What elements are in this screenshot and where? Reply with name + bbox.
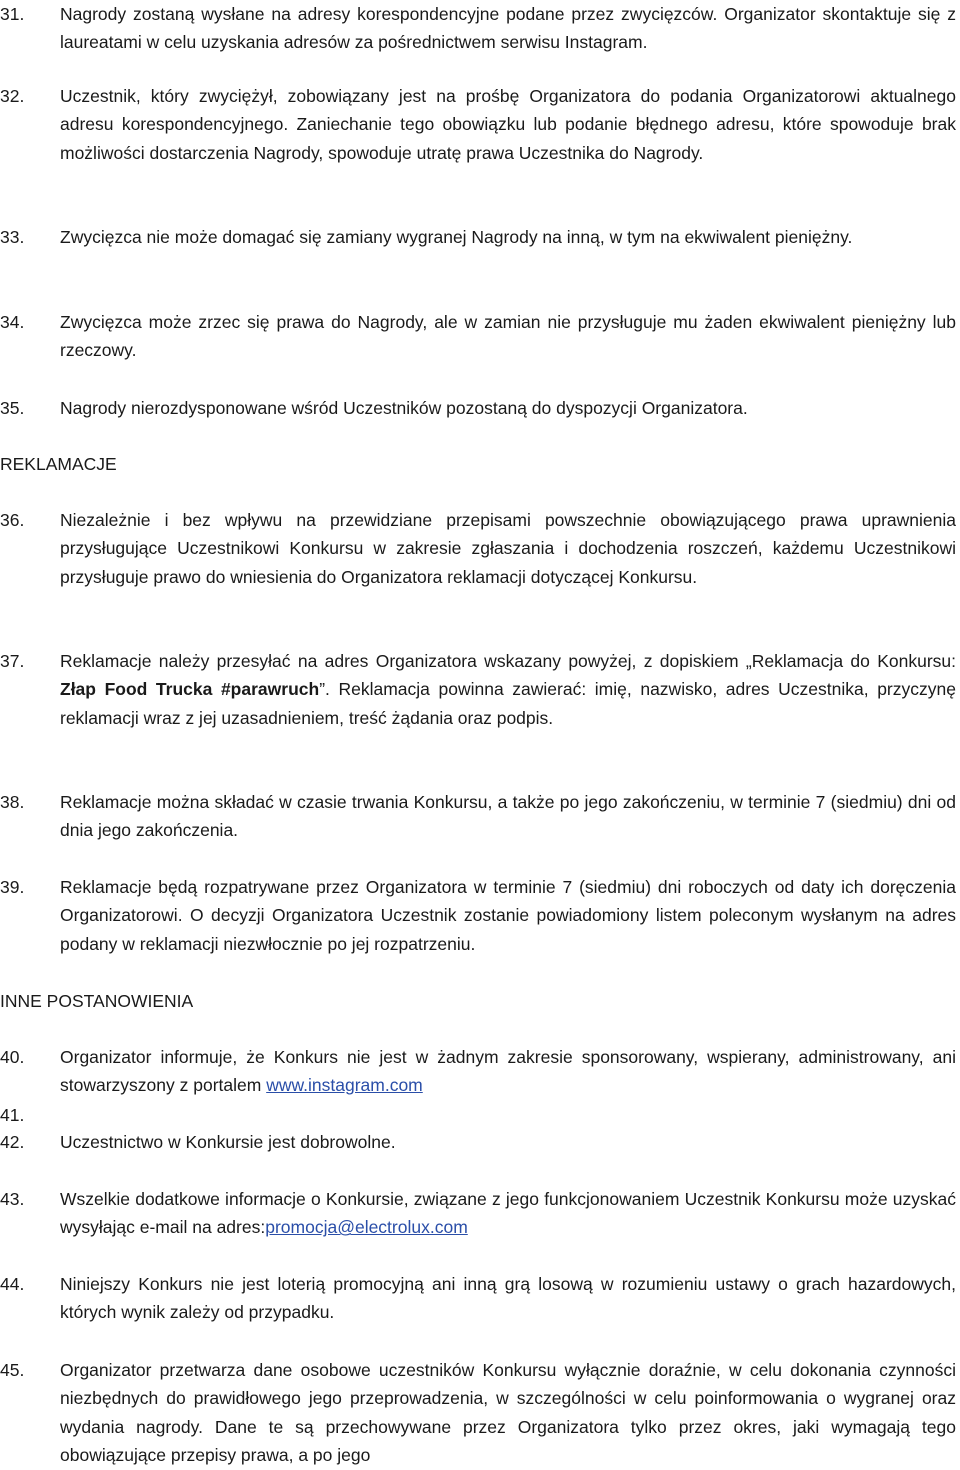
clause-number: 31. xyxy=(0,4,25,24)
clause-text: Niezależnie i bez wpływu na przewidziane przepisami powszechnie obowiązującego prawa uprawnienia przysługujące Uczestnikowi Konkursu w zakresie zgłaszania i dochodzenia roszczeń, każdemu Uczestnikowi przysługuje prawo do wniesienia do Organizatora reklamacji dotyczącej Konkursu. xyxy=(60,510,956,587)
clause-text: Niniejszy Konkurs nie jest loterią promocyjną ani inną grą losową w rozumieniu ustawy o grach hazardowych, których wynik zależy od przypadku. xyxy=(60,1274,956,1323)
clause-number: 43. xyxy=(0,1189,25,1209)
clause-text-after: ”. Reklamacja powinna zawierać: imię, nazwisko, adres Uczestnika, przyczynę reklamacji wraz z jej uzasadnieniem, treść żądania oraz podpis. xyxy=(60,679,956,728)
section-heading-reklamacje xyxy=(0,450,960,478)
clause-text-main: Wszelkie dodatkowe informacje o Konkursie, związane z jego funkcjonowaniem Uczestnik Konkursu może uzyskać wysyłając e-mail na adres: xyxy=(60,1189,956,1238)
clause-text: Reklamacje można składać w czasie trwania Konkursu, a także po jego zakończeniu, w terminie 7 (siedmiu) dni od dnia jego zakończenia. xyxy=(60,792,956,841)
clause-text: Uczestnik, który zwyciężył, zobowiązany jest na prośbę Organizatora do podania Organizatorowi aktualnego adresu korespondencyjnego. Zaniechanie tego obowiązku lub podanie błędnego adresu, które spowoduje brak możliwości dostarczenia Nagrody, spowoduje utratę prawa Uczestnika do Nagrody. xyxy=(60,86,956,163)
clause-text-before: Reklamacje należy przesyłać na adres Organizatora wskazany powyżej, z dopiskiem „Reklamacja do Konkursu: xyxy=(60,651,956,671)
clause-text-main: Organizator informuje, że Konkurs nie jest w żadnym zakresie sponsorowany, wspierany, administrowany, ani stowarzyszony z portalem xyxy=(60,1047,956,1096)
clause-number: 36. xyxy=(0,510,25,530)
clause-text xyxy=(60,1185,956,1242)
clause-number: 37. xyxy=(0,651,25,671)
clause-number: 33. xyxy=(0,227,25,247)
section-heading-text: INNE POSTANOWIENIA xyxy=(0,991,194,1011)
clause-number: 32. xyxy=(0,86,25,106)
clause-text xyxy=(60,1043,956,1100)
clause-number: 39. xyxy=(0,877,25,897)
email-link[interactable]: promocja@electrolux.com xyxy=(265,1217,468,1238)
section-heading-inne-postanowienia xyxy=(0,987,960,1015)
clause-number: 45. xyxy=(0,1360,25,1380)
clause-number: 38. xyxy=(0,792,25,812)
clause-number: 34. xyxy=(0,312,25,332)
clause-text: Zwycięzca nie może domagać się zamiany wygranej Nagrody na inną, w tym na ekwiwalent pieniężny. xyxy=(60,227,853,247)
clause-number: 41. xyxy=(0,1105,25,1125)
contest-name: Złap Food Trucka #parawruch xyxy=(60,679,320,700)
section-heading-text: REKLAMACJE xyxy=(0,454,117,474)
clause-text: Reklamacje będą rozpatrywane przez Organizatora w terminie 7 (siedmiu) dni roboczych od daty ich doręczenia Organizatorowi. O decyzji Organizatora Uczestnik zostanie powiadomiony listem poleconym wysłanym na adres podany w reklamacji niezwłocznie po jej rozpatrzeniu. xyxy=(60,877,956,954)
clause-number: 42. xyxy=(0,1132,25,1152)
clause-text: Nagrody nierozdysponowane wśród Uczestników pozostaną do dyspozycji Organizatora. xyxy=(60,398,748,418)
clause-text: Zwycięzca może zrzec się prawa do Nagrody, ale w zamian nie przysługuje mu żaden ekwiwalent pieniężny lub rzeczowy. xyxy=(60,312,956,361)
clause-number: 35. xyxy=(0,398,25,418)
clause-number: 40. xyxy=(0,1047,25,1067)
clause-text: Organizator przetwarza dane osobowe uczestników Konkursu wyłącznie doraźnie, w celu dokonania czynności niezbędnych do prawidłowego jego przeprowadzenia, w szczególności w celu poinformowania o wygranej oraz wydania nagrody. Dane te są przechowywane przez Organizatora tylko przez okres, jaki wymagają tego obowiązujące przepisy prawa, a po jego xyxy=(60,1360,956,1466)
instagram-link[interactable]: www.instagram.com xyxy=(266,1075,423,1096)
clause-text: Uczestnictwo w Konkursie jest dobrowolne. xyxy=(60,1132,396,1152)
clause-number: 44. xyxy=(0,1274,25,1294)
clause-text xyxy=(60,647,956,732)
clause-text: Nagrody zostaną wysłane na adresy korespondencyjne podane przez zwycięzców. Organizator skontaktuje się z laureatami w celu uzyskania adresów za pośrednictwem serwisu Instagram. xyxy=(60,4,956,53)
